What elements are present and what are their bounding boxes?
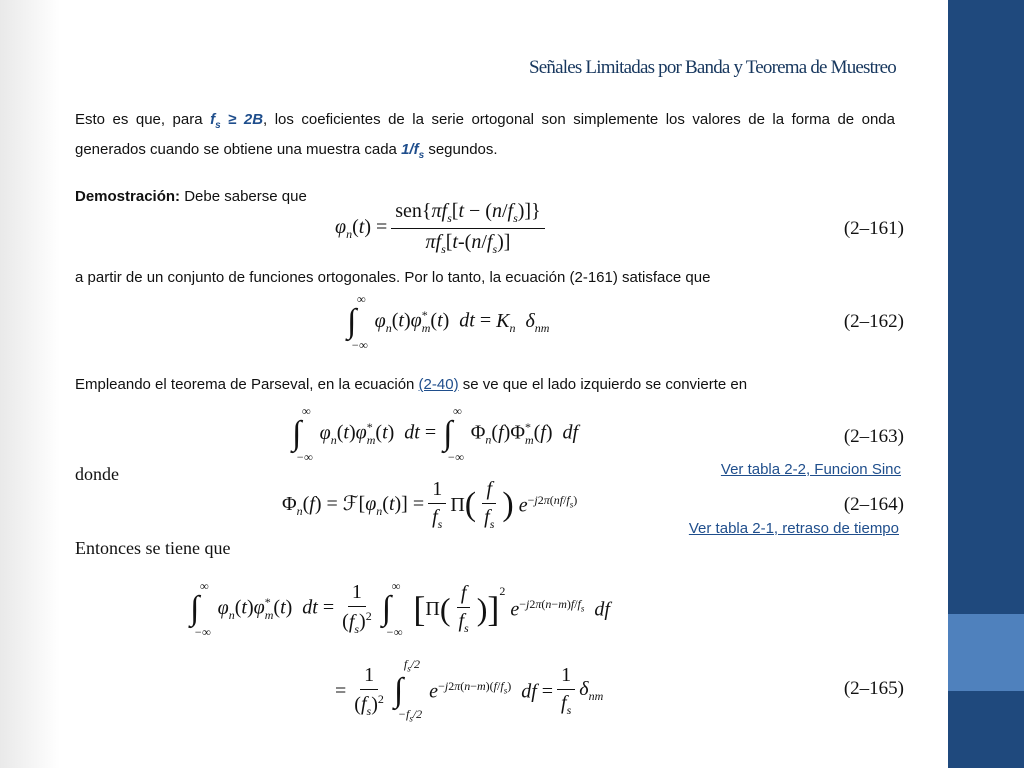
cond-f: f [210,111,216,128]
demo-label: Demostración: [75,188,181,205]
link-tabla-retraso[interactable]: Ver tabla 2-1, retraso de tiempo [688,520,899,537]
intro-text-1: Esto es que, para [75,111,211,128]
donde-label: donde [75,464,119,484]
equation-number-165: (2–165) [843,678,904,699]
equation-number-161: (2–161) [843,218,904,239]
parseval-text-before: Empleando el teorema de Parseval, en la ecuación [75,376,419,393]
entonces-label: Entonces se tiene que [75,538,231,558]
slide-title: Señales Limitadas por Banda y Teorema de Muestreo [529,57,896,78]
equation-2-163: ∞ ∫ −∞ $\varphi_n(t)\varphi^*_m(t)$ dt = ∞ ∫ −∞ $\Phi_n(f)\Phi^*_m(f)$ df [292,404,579,464]
intro-text-3: segundos. [424,141,498,158]
cond-sub: s [215,120,221,131]
sidebar-accent-block [948,614,1024,691]
equation-number-163: (2–163) [843,426,904,447]
equation-number-164: (2–164) [843,494,904,515]
equation-number-162: (2–162) [843,311,904,332]
equation-2-165-line-1: ∞ ∫ −∞ $\varphi_n(t)\varphi^*_m(t)$ dt = $\frac{1}{(f_s)^2}$ ∞ ∫ −∞ [ Π ( $\frac{f}{f_s}$ ) ] $^2$ $e^{-j2\pi(n-m)f/f_s}$ df [190,579,610,639]
link-tabla-sinc[interactable]: Ver tabla 2-2, Funcion Sinc [720,461,901,478]
equation-2-40-link[interactable]: (2-40) [418,376,459,393]
sampling-condition [210,111,264,131]
sampling-period [401,141,425,161]
period-f: 1/f [401,141,419,158]
equation-2-162: ∞ ∫ −∞ $\varphi_n(t)\varphi^*_m(t)$ dt = $K_n$ $\delta_{nm}$ [347,292,550,352]
paragraph-parseval [75,373,895,397]
period-sub: s [418,150,425,161]
equation-2-164: $\Phi_n(f)$ = $ℱ[\varphi_n(t)]$ = $\frac{1}{f_s}$ Π ( $\frac{f}{f_s}$ ) $e^{-j2\pi(nf/f_s)}$ [282,478,578,531]
equation-2-161: $\varphi_n(t)$ = $\frac{sen\{\pi f_s[t - (n/f_s)]\}}{\pi f_s[t-(n/f_s)]}$ [335,200,549,257]
parseval-text-after: se ve que el lado izquierdo se convierte en [458,376,748,393]
paragraph-orthogonal: a partir de un conjunto de funciones ortogonales. Por lo tanto, la ecuación (2-161) satisface que [75,269,711,286]
intro-paragraph [75,108,895,168]
demo-text: Debe saberse que [180,188,307,205]
intro-text-2: , los coeficientes de la serie ortogonal son simplemente los valores de la forma de onda generados cuando se obtiene una muestra cada [75,111,895,158]
equation-2-165-line-2: = $\frac{1}{(f_s)^2}$ $f_s/2$ ∫ $-f_s/2$ $e^{-j2\pi(n-m)(f/f_s)}$ df = $\frac{1}{f_s}$ $\delta_{nm}$ [335,657,604,724]
cond-rest: ≥ 2B [220,111,264,128]
